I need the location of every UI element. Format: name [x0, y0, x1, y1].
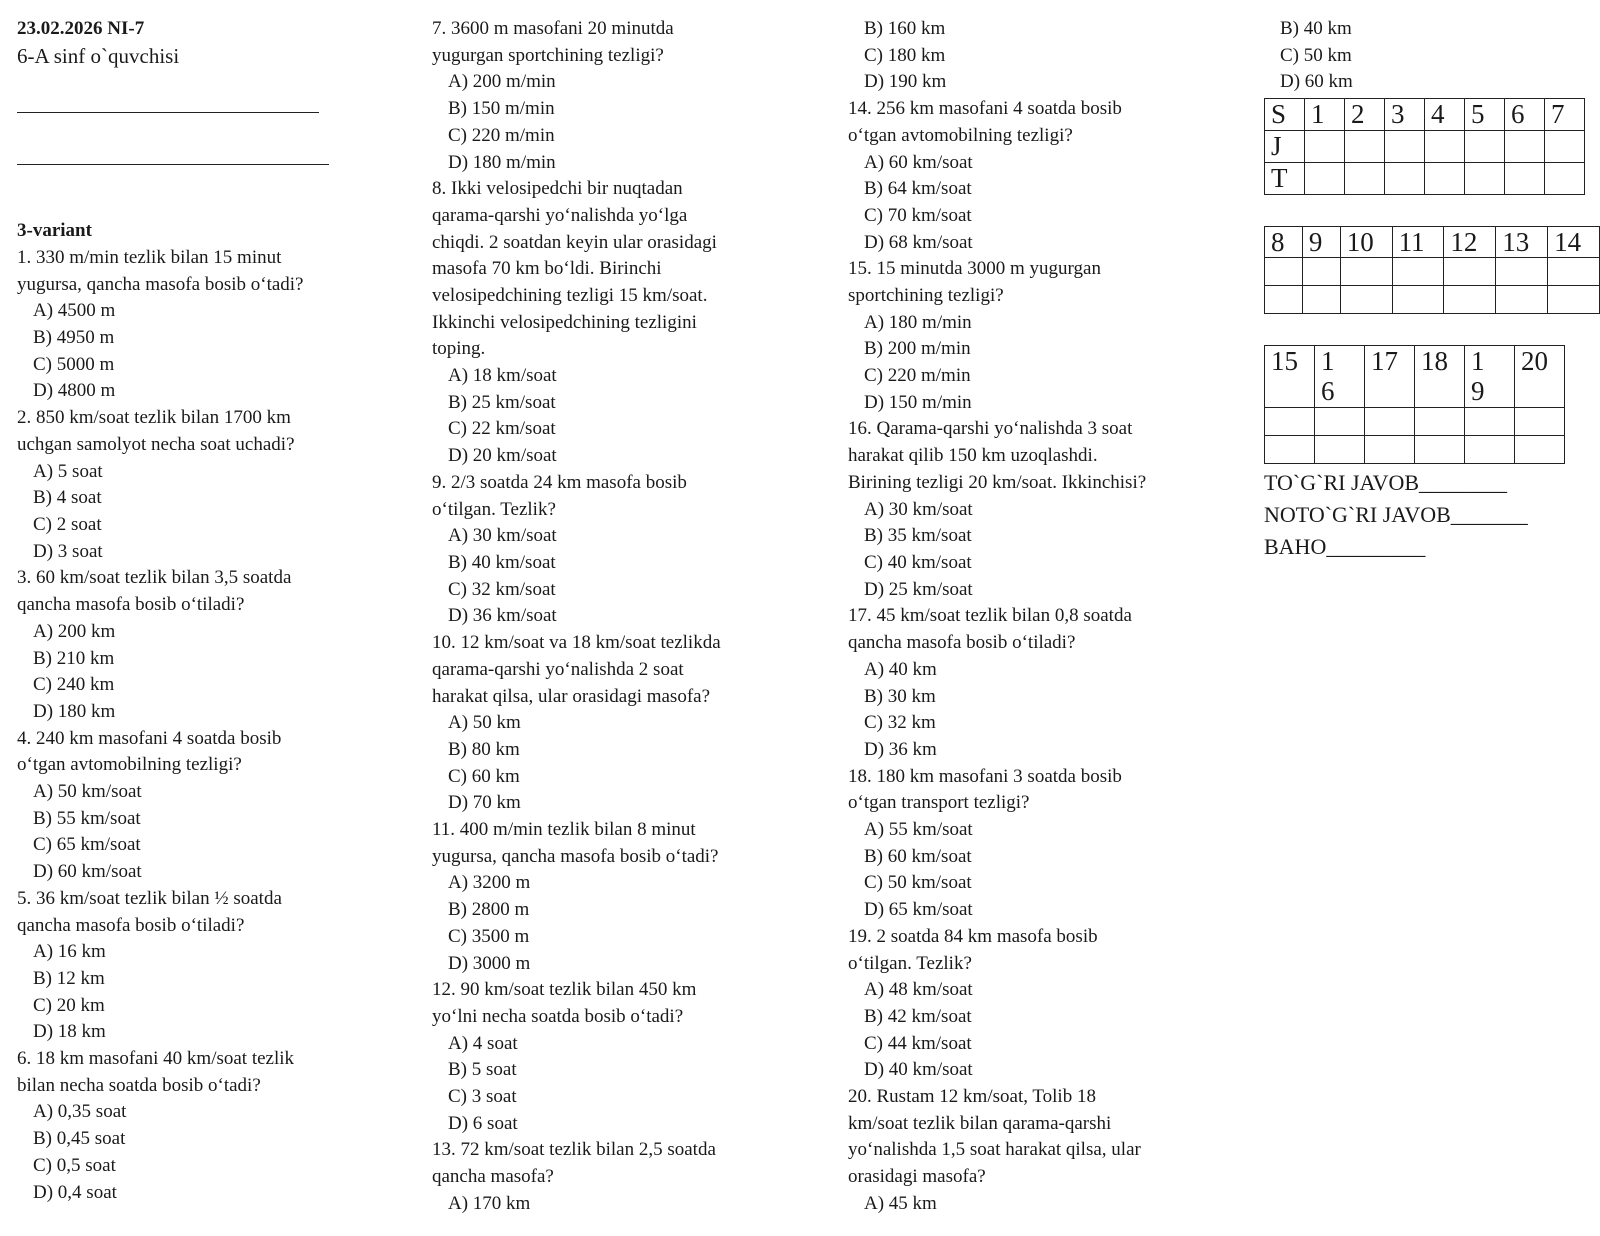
- grid-header-cell: 1 9: [1465, 346, 1515, 408]
- question-text: Ikkinchi velosipedchining tezligini: [432, 312, 697, 333]
- grid-answer-cell[interactable]: [1548, 286, 1600, 314]
- answer-option: A) 48 km/soat: [864, 979, 973, 1000]
- grid-answer-cell[interactable]: [1465, 163, 1505, 195]
- answer-option: B) 12 km: [33, 968, 105, 989]
- question-text: yugursa, qancha masofa bosib o‘tadi?: [432, 846, 719, 867]
- grid-answer-row: [1265, 286, 1600, 314]
- question-text: o‘tgan transport tezligi?: [848, 792, 1030, 813]
- grid-answer-cell[interactable]: [1365, 436, 1415, 464]
- grid-answer-cell[interactable]: [1505, 163, 1545, 195]
- grid-answer-cell[interactable]: [1315, 408, 1365, 436]
- header-class-label: 6-A sinf o`quvchisi: [17, 44, 180, 68]
- answer-option: B) 25 km/soat: [448, 392, 556, 413]
- answer-option: B) 210 km: [33, 648, 115, 669]
- question-text: 18. 180 km masofani 3 soatda bosib: [848, 766, 1122, 787]
- question-text: uchgan samolyot necha soat uchadi?: [17, 434, 295, 455]
- grid-header-cell: 20: [1515, 346, 1565, 408]
- grid-answer-cell[interactable]: [1545, 163, 1585, 195]
- question-text: harakat qilsa, ular orasidagi masofa?: [432, 686, 711, 707]
- answer-option: D) 40 km/soat: [864, 1059, 973, 1080]
- grid-answer-row: [1265, 408, 1565, 436]
- answer-option: D) 60 km: [1280, 71, 1353, 92]
- answer-option: B) 55 km/soat: [33, 808, 141, 829]
- grid-header-cell: 12: [1444, 227, 1496, 258]
- grid-row-label: T: [1265, 163, 1305, 195]
- answer-option: D) 6 soat: [448, 1113, 518, 1134]
- answer-option: C) 50 km/soat: [864, 872, 972, 893]
- question-text: 5. 36 km/soat tezlik bilan ½ soatda: [17, 888, 282, 909]
- question-text: 6. 18 km masofani 40 km/soat tezlik: [17, 1048, 295, 1069]
- answer-option: A) 60 km/soat: [864, 152, 973, 173]
- grid-answer-cell[interactable]: [1265, 408, 1315, 436]
- answer-option: B) 40 km: [1280, 18, 1352, 39]
- question-text: yo‘lni necha soatda bosib o‘tadi?: [432, 1006, 684, 1027]
- grid-answer-cell[interactable]: [1465, 131, 1505, 163]
- answer-option: B) 5 soat: [448, 1059, 517, 1080]
- grid-header-cell: 15: [1265, 346, 1315, 408]
- grid-answer-cell[interactable]: [1392, 258, 1444, 286]
- answer-option: A) 50 km/soat: [33, 781, 142, 802]
- grid-answer-cell[interactable]: [1415, 436, 1465, 464]
- answer-option: A) 30 km/soat: [864, 499, 973, 520]
- answer-option: A) 3200 m: [448, 872, 531, 893]
- answer-option: C) 0,5 soat: [33, 1155, 116, 1176]
- grid-answer-cell[interactable]: [1340, 258, 1392, 286]
- question-text: o‘tilgan. Tezlik?: [432, 499, 556, 520]
- answer-option: D) 4800 m: [33, 380, 116, 401]
- grid-answer-cell[interactable]: [1385, 163, 1425, 195]
- grid-header-cell: 17: [1365, 346, 1415, 408]
- grid-answer-cell[interactable]: [1265, 286, 1303, 314]
- grid-header-row: [1265, 346, 1565, 408]
- grid-answer-cell[interactable]: [1415, 408, 1465, 436]
- grid-answer-cell[interactable]: [1265, 258, 1303, 286]
- question-text: 14. 256 km masofani 4 soatda bosib: [848, 98, 1122, 119]
- answer-option: C) 3 soat: [448, 1086, 517, 1107]
- answer-option: A) 55 km/soat: [864, 819, 973, 840]
- grid-header-cell: 1 6: [1315, 346, 1365, 408]
- grid-answer-cell[interactable]: [1444, 258, 1496, 286]
- grid-answer-cell[interactable]: [1315, 436, 1365, 464]
- answer-option: A) 180 m/min: [864, 312, 972, 333]
- answer-option: A) 5 soat: [33, 461, 103, 482]
- answer-option: B) 200 m/min: [864, 338, 971, 359]
- answer-option: A) 200 m/min: [448, 71, 556, 92]
- answer-option: C) 2 soat: [33, 514, 102, 535]
- answer-option: D) 190 km: [864, 71, 947, 92]
- answer-option: A) 4500 m: [33, 300, 116, 321]
- question-text: km/soat tezlik bilan qarama-qarshi: [848, 1113, 1112, 1134]
- name-blank-line: [17, 164, 329, 165]
- answer-option: B) 160 km: [864, 18, 946, 39]
- grid-header-cell: 10: [1340, 227, 1392, 258]
- answer-option: C) 65 km/soat: [33, 834, 141, 855]
- grid-answer-row: [1265, 436, 1565, 464]
- question-text: 8. Ikki velosipedchi bir nuqtadan: [432, 178, 683, 199]
- grid-answer-row: [1265, 258, 1600, 286]
- grade-label: BAHO_________: [1264, 534, 1426, 559]
- question-text: 16. Qarama-qarshi yo‘nalishda 3 soat: [848, 418, 1133, 439]
- grid-answer-cell[interactable]: [1345, 163, 1385, 195]
- grid-header-cell: 14: [1548, 227, 1600, 258]
- answer-option: A) 16 km: [33, 941, 106, 962]
- grid-answer-cell[interactable]: [1392, 286, 1444, 314]
- question-text: toping.: [432, 338, 486, 359]
- answer-option: C) 220 m/min: [448, 125, 555, 146]
- grid-answer-cell[interactable]: [1465, 436, 1515, 464]
- question-text: yugursa, qancha masofa bosib o‘tadi?: [17, 274, 304, 295]
- question-text: 20. Rustam 12 km/soat, Tolib 18: [848, 1086, 1096, 1107]
- answer-option: C) 40 km/soat: [864, 552, 972, 573]
- answer-option: D) 3 soat: [33, 541, 103, 562]
- answer-option: A) 4 soat: [448, 1033, 518, 1054]
- answer-grid: [1264, 345, 1565, 464]
- grid-header-cell: 3: [1385, 99, 1425, 131]
- grid-answer-cell[interactable]: [1496, 286, 1548, 314]
- answer-option: B) 4 soat: [33, 487, 102, 508]
- question-text: yugurgan sportchining tezligi?: [432, 45, 664, 66]
- correct-answers-label: TO`G`RI JAVOB________: [1264, 470, 1508, 495]
- question-text: o‘tilgan. Tezlik?: [848, 953, 972, 974]
- answer-option: D) 0,4 soat: [33, 1182, 117, 1203]
- answer-option: A) 40 km: [864, 659, 937, 680]
- question-text: harakat qilib 150 km uzoqlashdi.: [848, 445, 1098, 466]
- answer-option: D) 180 km: [33, 701, 116, 722]
- grid-answer-cell[interactable]: [1365, 408, 1415, 436]
- answer-option: D) 60 km/soat: [33, 861, 142, 882]
- answer-option: C) 50 km: [1280, 45, 1352, 66]
- answer-option: C) 32 km: [864, 712, 936, 733]
- answer-option: D) 25 km/soat: [864, 579, 973, 600]
- question-text: 12. 90 km/soat tezlik bilan 450 km: [432, 979, 697, 1000]
- grid-header-cell: 7: [1545, 99, 1585, 131]
- grid-header-cell: 9: [1302, 227, 1340, 258]
- grid-answer-cell[interactable]: [1465, 408, 1515, 436]
- question-text: qancha masofa bosib o‘tiladi?: [17, 594, 245, 615]
- answer-option: B) 4950 m: [33, 327, 115, 348]
- grid-answer-cell[interactable]: [1505, 131, 1545, 163]
- grid-header-cell: 18: [1415, 346, 1465, 408]
- question-text: velosipedchining tezligi 15 km/soat.: [432, 285, 708, 306]
- answer-option: C) 220 m/min: [864, 365, 971, 386]
- question-text: 7. 3600 m masofani 20 minutda: [432, 18, 674, 39]
- answer-option: B) 30 km: [864, 686, 936, 707]
- header-date-code: 23.02.2026 NI-7: [17, 18, 145, 39]
- answer-option: D) 36 km/soat: [448, 605, 557, 626]
- question-text: Birining tezligi 20 km/soat. Ikkinchisi?: [848, 472, 1147, 493]
- answer-option: A) 30 km/soat: [448, 525, 557, 546]
- answer-option: D) 18 km: [33, 1021, 106, 1042]
- answer-option: D) 3000 m: [448, 953, 531, 974]
- grid-answer-cell[interactable]: [1444, 286, 1496, 314]
- grid-answer-cell[interactable]: [1302, 258, 1340, 286]
- incorrect-answers-label: NOTO`G`RI JAVOB_______: [1264, 502, 1528, 527]
- answer-option: B) 40 km/soat: [448, 552, 556, 573]
- answer-option: D) 20 km/soat: [448, 445, 557, 466]
- grid-row-label: J: [1265, 131, 1305, 163]
- grid-header-cell: 13: [1496, 227, 1548, 258]
- grid-header-cell: 4: [1425, 99, 1465, 131]
- answer-option: D) 68 km/soat: [864, 232, 973, 253]
- question-text: yo‘nalishda 1,5 soat harakat qilsa, ular: [848, 1139, 1141, 1160]
- answer-option: B) 64 km/soat: [864, 178, 972, 199]
- answer-option: A) 0,35 soat: [33, 1101, 127, 1122]
- answer-option: C) 22 km/soat: [448, 418, 556, 439]
- grid-answer-cell[interactable]: [1302, 286, 1340, 314]
- question-text: o‘tgan avtomobilning tezligi?: [17, 754, 242, 775]
- answer-option: A) 18 km/soat: [448, 365, 557, 386]
- grid-answer-cell[interactable]: [1425, 163, 1465, 195]
- answer-option: C) 20 km: [33, 995, 105, 1016]
- question-text: qarama-qarshi yo‘nalishda 2 soat: [432, 659, 684, 680]
- grid-answer-cell[interactable]: [1305, 163, 1345, 195]
- answer-option: A) 45 km: [864, 1193, 937, 1214]
- grid-header-cell: 6: [1505, 99, 1545, 131]
- question-text: 9. 2/3 soatda 24 km masofa bosib: [432, 472, 687, 493]
- question-text: 13. 72 km/soat tezlik bilan 2,5 soatda: [432, 1139, 716, 1160]
- question-text: 11. 400 m/min tezlik bilan 8 minut: [432, 819, 696, 840]
- question-text: qarama-qarshi yo‘nalishda yo‘lga: [432, 205, 688, 226]
- variant-label: 3-variant: [17, 220, 92, 241]
- grid-answer-cell[interactable]: [1515, 408, 1565, 436]
- answer-option: B) 150 m/min: [448, 98, 555, 119]
- grid-answer-cell[interactable]: [1496, 258, 1548, 286]
- answer-option: C) 70 km/soat: [864, 205, 972, 226]
- answer-option: D) 70 km: [448, 792, 521, 813]
- question-text: orasidagi masofa?: [848, 1166, 986, 1187]
- grid-answer-cell[interactable]: [1305, 131, 1345, 163]
- grid-header-cell: 8: [1265, 227, 1303, 258]
- answer-option: C) 240 km: [33, 674, 115, 695]
- question-text: chiqdi. 2 soatdan keyin ular orasidagi: [432, 232, 717, 253]
- answer-option: C) 180 km: [864, 45, 946, 66]
- grid-answer-cell[interactable]: [1345, 131, 1385, 163]
- question-text: bilan necha soatda bosib o‘tadi?: [17, 1075, 261, 1096]
- grid-answer-row: [1265, 131, 1585, 163]
- grid-answer-cell[interactable]: [1515, 436, 1565, 464]
- question-text: 17. 45 km/soat tezlik bilan 0,8 soatda: [848, 605, 1132, 626]
- grid-header-cell: 2: [1345, 99, 1385, 131]
- question-text: 10. 12 km/soat va 18 km/soat tezlikda: [432, 632, 721, 653]
- answer-option: D) 36 km: [864, 739, 937, 760]
- question-text: 4. 240 km masofani 4 soatda bosib: [17, 728, 282, 749]
- answer-option: A) 200 km: [33, 621, 116, 642]
- grid-answer-cell[interactable]: [1265, 436, 1315, 464]
- grid-header-cell: S: [1265, 99, 1305, 131]
- grid-header-row: [1265, 227, 1600, 258]
- question-text: 19. 2 soatda 84 km masofa bosib: [848, 926, 1098, 947]
- question-text: qancha masofa?: [432, 1166, 554, 1187]
- grid-answer-cell[interactable]: [1385, 131, 1425, 163]
- answer-option: C) 3500 m: [448, 926, 530, 947]
- question-text: 3. 60 km/soat tezlik bilan 3,5 soatda: [17, 567, 292, 588]
- grid-answer-row: [1265, 163, 1585, 195]
- grid-header-row: [1265, 99, 1585, 131]
- question-text: qancha masofa bosib o‘tiladi?: [848, 632, 1076, 653]
- answer-grid: [1264, 226, 1600, 314]
- grid-header-cell: 5: [1465, 99, 1505, 131]
- grid-answer-cell[interactable]: [1545, 131, 1585, 163]
- grid-header-cell: 11: [1392, 227, 1444, 258]
- answer-option: B) 80 km: [448, 739, 520, 760]
- question-text: masofa 70 km bo‘ldi. Birinchi: [432, 258, 662, 279]
- grid-answer-cell[interactable]: [1340, 286, 1392, 314]
- question-text: 1. 330 m/min tezlik bilan 15 minut: [17, 247, 282, 268]
- question-text: 2. 850 km/soat tezlik bilan 1700 km: [17, 407, 291, 428]
- answer-option: D) 65 km/soat: [864, 899, 973, 920]
- answer-option: A) 170 km: [448, 1193, 531, 1214]
- grid-header-cell: 1: [1305, 99, 1345, 131]
- grid-answer-cell[interactable]: [1548, 258, 1600, 286]
- answer-option: B) 42 km/soat: [864, 1006, 972, 1027]
- question-text: 15. 15 minutda 3000 m yugurgan: [848, 258, 1101, 279]
- answer-option: C) 5000 m: [33, 354, 115, 375]
- answer-option: C) 60 km: [448, 766, 520, 787]
- question-text: sportchining tezligi?: [848, 285, 1004, 306]
- answer-option: C) 44 km/soat: [864, 1033, 972, 1054]
- answer-option: A) 50 km: [448, 712, 521, 733]
- answer-option: C) 32 km/soat: [448, 579, 556, 600]
- question-text: qancha masofa bosib o‘tiladi?: [17, 915, 245, 936]
- question-text: o‘tgan avtomobilning tezligi?: [848, 125, 1073, 146]
- answer-option: D) 150 m/min: [864, 392, 972, 413]
- answer-option: D) 180 m/min: [448, 152, 556, 173]
- answer-option: B) 0,45 soat: [33, 1128, 126, 1149]
- answer-grid: [1264, 98, 1585, 195]
- answer-option: B) 35 km/soat: [864, 525, 972, 546]
- name-blank-line: [17, 112, 319, 113]
- answer-option: B) 2800 m: [448, 899, 530, 920]
- answer-option: B) 60 km/soat: [864, 846, 972, 867]
- grid-answer-cell[interactable]: [1425, 131, 1465, 163]
